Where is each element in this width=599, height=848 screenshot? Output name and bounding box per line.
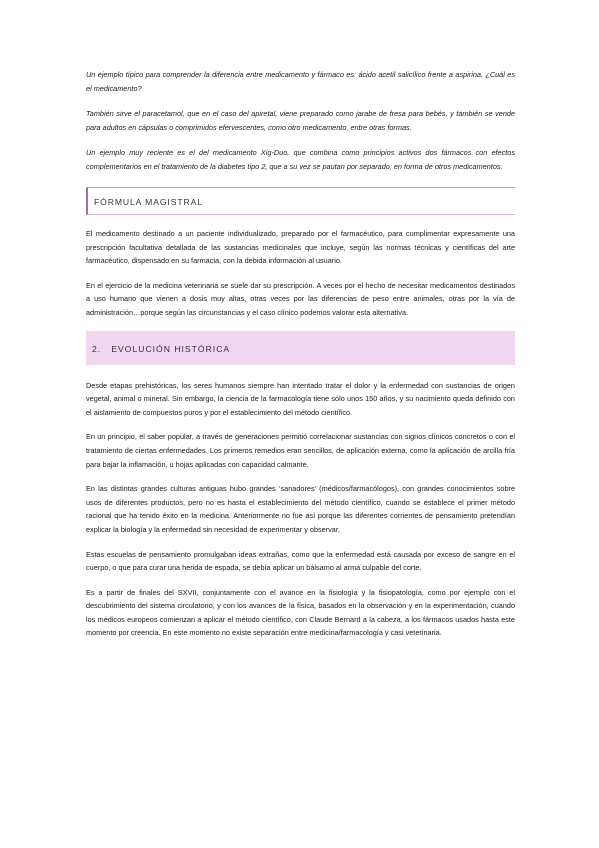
body-paragraph: En el ejercicio de la medicina veterinaria se suele dar su prescripción. A veces por el hecho de necesitar medicamentos destinados a uso humano que vienen a dosis muy altas, otras veces por las diferencias de peso entre animales, otras por la vía de administración…porque según las circunstancias y el caso clínico podemos valorar esta alternativa. xyxy=(86,280,515,317)
section-body-evolucion-historica xyxy=(86,379,515,641)
intro-examples xyxy=(86,68,515,173)
body-paragraph: Estas escuelas de pensamiento promulgaban ideas extrañas, como que la enfermedad está causada por exceso de sangre en el cuerpo, o que para curar una herida de espada, se debía aplicar un bálsamo al arma culpable del corte. xyxy=(86,549,515,573)
intro-paragraph: Un ejemplo muy reciente es el del medicamento Xig-Duo, que combina como principios activos dos fármacos con efectos complementarios en el tratamiento de la diabetes tipo 2, que a su vez se pautan por separado, en forma de otros medicamentos. xyxy=(86,148,515,171)
body-paragraph: En las distintas grandes culturas antiguas hubo grandes ‘sanadores’ (médicos/farmacólogos), con grandes conocimientos sobre usos de diferentes productos, pero no es hasta el establecimiento del método científico, cuando se establece el primer método racional que ha tenido éxito en la medicina. Anteriormente no fue así porque las diferentes corrientes de pensamiento pretendían explicar la biología y la enfermedad sin necesidad de experimentar y observar. xyxy=(86,484,515,534)
body-paragraph: Es a partir de finales del SXVII, conjuntamente con el avance en la fisiología y la fisiopatología, como por ejemplo con el descubrimiento del sistema circulatorio, y con los avances de la física, basados en la observación y en la experimentación, cuando los médicos europeos comienzan a aplicar el método científico, con Claude Bernard a la cabeza, a los fármacos usados hasta este momento por creencia. En este momento no existe separación entre medicina/farmacología y casi veterinaria. xyxy=(86,587,515,638)
section-title: FÓRMULA MAGISTRAL xyxy=(94,197,203,207)
body-paragraph: El medicamento destinado a un paciente individualizado, preparado por el farmacéutico, para cumplimentar expresamente una prescripción facultativa detallada de las sustancias medicinales que incluye, según las normas técnicas y científicas del arte farmacéutico, dispensado en su farmacia, con la debida información al usuario. xyxy=(86,229,515,266)
body-paragraph: Desde etapas prehistóricas, los seres humanos siempre han intentado tratar el dolor y la enfermedad con sustancias de origen vegetal, animal o mineral. Sin embargo, la ciencia de la farmacología tiene sólo unos 150 años, y su nacimiento queda definido con el aislamiento de compuestos puros y por el establecimiento del método científico. xyxy=(86,380,515,417)
section-heading-evolucion-historica xyxy=(86,331,515,365)
document-page xyxy=(86,68,515,651)
intro-paragraph: Un ejemplo típico para comprender la diferencia entre medicamento y fármaco es: ácido acetil salicílico frente a aspirina. ¿Cuál es el medicamento? xyxy=(86,70,515,93)
section-heading-formula-magistral xyxy=(86,187,515,215)
intro-paragraph: También sirve el paracetamol, que en el caso del apiretal, viene preparado como jarabe de fresa para bebés, y también se vende para adultos en cápsulas o comprimidos efervescentes, como otro medicamento, entre otras formas. xyxy=(86,109,515,132)
body-paragraph: En un principio, el saber popular, a través de generaciones permitió correlacionar sustancias con signos clínicos concretos o con el tratamiento de ciertas enfermedades. Los primeros remedios eran sencillos, de aplicación externa, como la aplicación de arcilla fría para bajar la inflamación, u hojas aplicadas con capacidad calmante. xyxy=(86,432,515,469)
section-body-formula-magistral xyxy=(86,227,515,320)
section-title: 2. EVOLUCIÓN HISTÓRICA xyxy=(92,343,231,354)
